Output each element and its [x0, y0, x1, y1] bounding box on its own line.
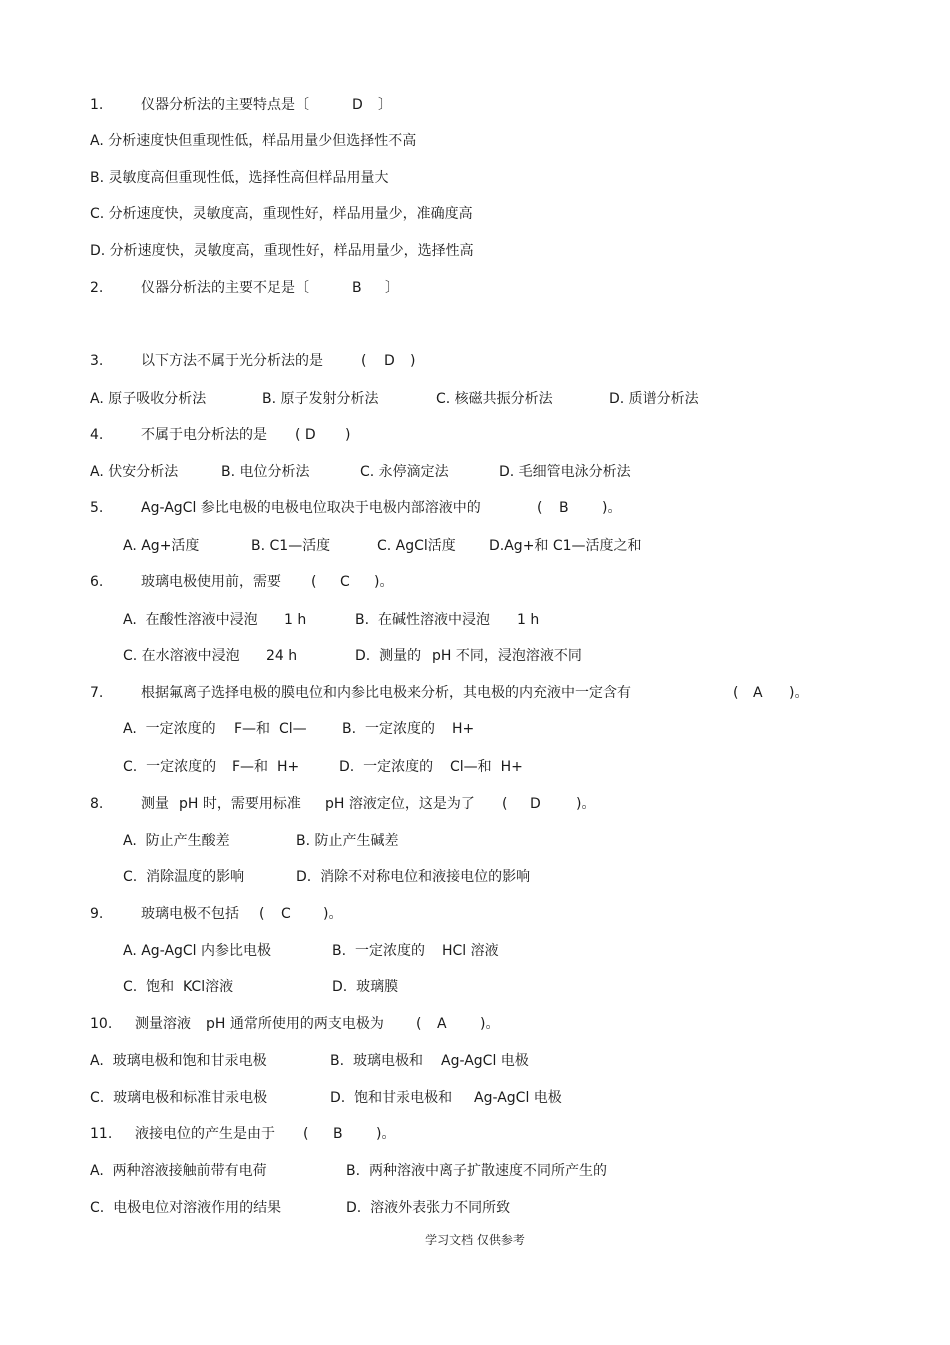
option: A. Ag-AgCl 内参比电极 [123, 943, 272, 959]
bracket-open: ( [733, 685, 739, 701]
bracket-close: )。 [480, 1016, 500, 1032]
question-stem: pH 溶液定位，这是为了 [325, 796, 475, 812]
option: A. 伏安分析法 [90, 464, 179, 480]
option-suffix: HCl 溶液 [442, 943, 499, 959]
option: C. 核磁共振分析法 [436, 391, 553, 407]
question-stem: 测量溶液 [135, 1016, 191, 1032]
option: D. 溶液外表张力不同所致 [346, 1200, 511, 1216]
bracket-open: ( [303, 1126, 309, 1142]
question-stem: pH 通常所使用的两支电极为 [206, 1016, 384, 1032]
option-suffix: Cl—和 H+ [450, 759, 523, 775]
bracket-close: ) [410, 353, 416, 369]
option: D. 毛细管电泳分析法 [499, 464, 631, 480]
option: D.Ag+和 C1—活度之和 [489, 538, 642, 554]
option: A. Ag+活度 [123, 538, 200, 554]
bracket-close: )。 [789, 685, 809, 701]
option: B. 玻璃电极和 [330, 1053, 423, 1069]
option: A. 两种溶液接触前带有电荷 [90, 1163, 267, 1179]
question-stem: pH 时，需要用标准 [179, 796, 301, 812]
bracket-open: ( [416, 1016, 422, 1032]
question-number: 9. [90, 906, 104, 922]
page-footer: 学习文档 仅供参考 [425, 1233, 525, 1247]
option: D. 玻璃膜 [332, 979, 399, 995]
option-suffix: 24 h [266, 648, 298, 664]
question-stem: 仪器分析法的主要特点是〔 [141, 97, 309, 113]
question-number: 11. [90, 1126, 113, 1142]
question-stem: 仪器分析法的主要不足是〔 [141, 280, 309, 296]
bracket-close: )。 [576, 796, 596, 812]
answer: B [333, 1126, 343, 1142]
question-number: 5. [90, 500, 104, 516]
bracket-open: ( [537, 500, 543, 516]
answer: C [281, 906, 291, 922]
option-suffix: H+ [452, 721, 475, 737]
answer: A [437, 1016, 447, 1032]
option: C. AgCl活度 [377, 538, 456, 554]
question-stem: Ag-AgCl 参比电极的电极电位取决于电极内部溶液中的 [141, 500, 481, 516]
option-suffix: 1 h [517, 612, 540, 628]
option: C. 玻璃电极和标准甘汞电极 [90, 1090, 268, 1106]
option: B. 电位分析法 [221, 464, 310, 480]
option: B. 原子发射分析法 [262, 391, 379, 407]
option: C. 永停滴定法 [360, 464, 449, 480]
answer: D [384, 353, 395, 369]
question-number: 7. [90, 685, 104, 701]
bracket-close: )。 [323, 906, 343, 922]
option: B. 在碱性溶液中浸泡 [355, 612, 490, 628]
option: C. 一定浓度的 [123, 759, 217, 775]
option-suffix: F—和 H+ [232, 759, 300, 775]
question-number: 4. [90, 427, 104, 443]
question-stem: 液接电位的产生是由于 [135, 1126, 275, 1142]
option-suffix: F—和 Cl— [234, 721, 307, 737]
answer: C [340, 574, 350, 590]
option: A. 玻璃电极和饱和甘汞电极 [90, 1053, 267, 1069]
option: A. 在酸性溶液中浸泡 [123, 612, 258, 628]
option: B. 防止产生碱差 [296, 833, 399, 849]
bracket-close: 〕 [378, 97, 392, 113]
question-stem: 玻璃电极不包括 [141, 906, 239, 922]
question-number: 2. [90, 280, 104, 296]
option-suffix: KCl溶液 [183, 979, 234, 995]
option: A. 原子吸收分析法 [90, 391, 207, 407]
bracket-open: ( [361, 353, 367, 369]
option: C. 饱和 [123, 979, 175, 995]
option: B. 一定浓度的 [332, 943, 425, 959]
answer: D [530, 796, 541, 812]
option: C. 电极电位对溶液作用的结果 [90, 1200, 282, 1216]
question-stem: 以下方法不属于光分析法的是 [141, 353, 323, 369]
option: D. 消除不对称电位和液接电位的影响 [296, 869, 531, 885]
option: C. 在水溶液中浸泡 [123, 648, 240, 664]
question-stem: 测量 [141, 796, 169, 812]
option: D. 质谱分析法 [609, 391, 699, 407]
question-stem: 根据氟离子选择电极的膜电位和内参比电极来分析，其电极的内充液中一定含有 [141, 685, 631, 701]
option: D. 测量的 [355, 648, 422, 664]
question-1 [0, 96, 392, 186]
option: A. 防止产生酸差 [123, 833, 230, 849]
option: B. 一定浓度的 [342, 721, 435, 737]
bracket-open: ( [502, 796, 508, 812]
bracket-close: ) [345, 427, 351, 443]
bracket-close: 〕 [385, 280, 399, 296]
option: B. 两种溶液中离子扩散速度不同所产生的 [346, 1163, 607, 1179]
option: A. 一定浓度的 [123, 721, 216, 737]
option: B. C1—活度 [251, 538, 331, 554]
question-stem: 不属于电分析法的是 [141, 427, 267, 443]
option: C. 消除温度的影响 [123, 869, 245, 885]
bracket-close: )。 [374, 574, 394, 590]
question-number: 10. [90, 1016, 113, 1032]
answer: ( D [295, 427, 316, 443]
question-number: 1. [90, 97, 104, 113]
question-number: 6. [90, 574, 104, 590]
bracket-open: ( [259, 906, 265, 922]
question-number: 8. [90, 796, 104, 812]
bracket-close: )。 [602, 500, 622, 516]
question-number: 3. [90, 353, 104, 369]
answer: D [352, 97, 363, 113]
option-suffix: 1 h [284, 612, 307, 628]
option-suffix: Ag-AgCl 电极 [474, 1090, 562, 1106]
option-suffix: pH 不同，浸泡溶液不同 [432, 648, 582, 664]
question-stem: 玻璃电极使用前，需要 [141, 574, 281, 590]
option: D. 饱和甘汞电极和 [330, 1090, 453, 1106]
option: D. 一定浓度的 [339, 759, 434, 775]
answer: B [559, 500, 569, 516]
bracket-open: ( [311, 574, 317, 590]
option-suffix: Ag-AgCl 电极 [441, 1053, 529, 1069]
answer: A [753, 685, 763, 701]
answer: B [352, 280, 362, 296]
bracket-close: )。 [376, 1126, 396, 1142]
